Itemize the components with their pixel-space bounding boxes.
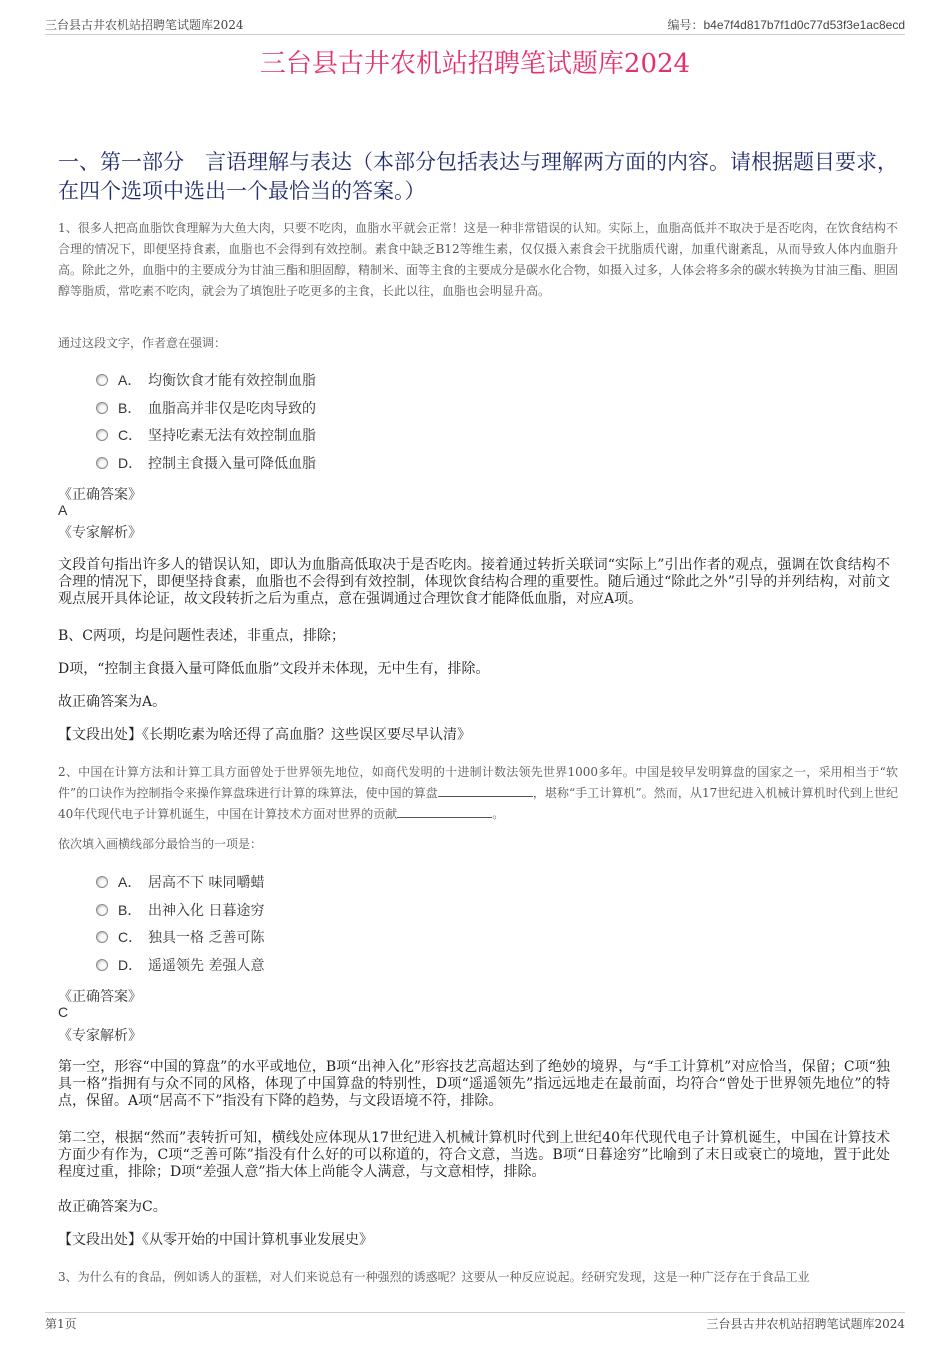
q1-analysis-paragraph: B、C两项，均是问题性表述，非重点，排除；	[58, 628, 345, 644]
footer-page-number: 第1页	[45, 1317, 77, 1331]
q2-option-letter: B．	[118, 902, 142, 918]
q1-answer-label: 《正确答案》	[58, 487, 142, 503]
q1-passage: 1、很多人把高血脂饮食理解为大鱼大肉，只要不吃肉，血脂水平就会正常！这是一种非常错误的认知。实际上，血脂高低并不取决于是否吃肉，在饮食结构不合理的情况下，即便坚持食素，血脂也不会得到有效控制。素食中缺乏B12等维生素，仅仅摄入素食会干扰脂质代谢，加重代谢紊乱，从而导致人体内血脂升高。除此之外，血脂中的主要成分为甘油三酯和胆固醇，精制米、面等主食的主要成分是碳水化合物，如摄入过多，人体会将多余的碳水转换为甘油三酯、胆固醇等脂质，常吃素不吃肉，就会为了填饱肚子吃更多的主食，长此以往，血脂也会明显升高。	[58, 221, 899, 298]
q1-option-text: 坚持吃素无法有效控制血脂	[148, 428, 316, 444]
q1-analysis-paragraph: D项，“控制主食摄入量可降低血脂”文段并未体现，无中生有，排除。	[58, 661, 490, 677]
radio-icon[interactable]	[96, 959, 108, 971]
radio-icon[interactable]	[96, 904, 108, 916]
q2-answer-label: 《正确答案》	[58, 989, 142, 1005]
q1-option-a[interactable]	[96, 370, 316, 390]
q1-option-text: 血脂高并非仅是吃肉导致的	[148, 401, 316, 417]
q2-option-d[interactable]	[96, 955, 264, 975]
q1-analysis-label: 《专家解析》	[58, 525, 142, 541]
q1-analysis-paragraph: 文段首句指出许多人的错误认知，即认为血脂高低取决于是否吃肉。接着通过转折关联词“实际上”引出作者的观点，强调在饮食结构不合理的情况下，即便坚持食素，血脂也不会得到有效控制，体现饮食结构合理的重要性。随后通过“除此之外”引导的并列结构，对前文观点展开具体论证，故文段转折之后为重点，意在强调通过合理饮食才能降低血脂，对应A项。	[58, 557, 890, 607]
q2-prompt: 依次填入画横线部分最恰当的一项是：	[58, 837, 263, 851]
radio-icon[interactable]	[96, 402, 108, 414]
radio-icon[interactable]	[96, 429, 108, 441]
q2-source: 【文段出处】《从零开始的中国计算机事业发展史》	[58, 1232, 373, 1248]
q1-option-text: 控制主食摄入量可降低血脂	[148, 456, 316, 472]
header-doc-title: 三台县古井农机站招聘笔试题库2024	[45, 18, 244, 32]
header-doc-number: 编号：b4e7f4d817b7f1d0c77d53f3e1ac8ecd	[667, 18, 905, 32]
q2-option-letter: D．	[118, 957, 143, 973]
q1-option-text: 均衡饮食才能有效控制血脂	[148, 373, 316, 389]
q2-option-letter: C．	[118, 929, 143, 945]
q1-option-c[interactable]	[96, 425, 316, 445]
q2-answer: C	[58, 1004, 69, 1020]
q2-passage-part: 2、中国在计算方法和计算工具方面曾处于世界领先地位，如商代发明的十进制计数法领先世界1000多年。中国是较早发明算盘的国家之一，采用相当于“软件”的口诀作为控制指令来操作算盘珠进行计算的珠算法，使中国的算盘	[58, 765, 898, 800]
radio-icon[interactable]	[96, 457, 108, 469]
radio-icon[interactable]	[96, 931, 108, 943]
q2-analysis-paragraph: 第一空，形容“中国的算盘”的水平或地位，B项“出神入化”形容技艺高超达到了绝妙的境界，与“手工计算机”对应恰当，保留；C项“独具一格”指拥有与众不同的风格，体现了中国算盘的特别性，D项“遥遥领先”指远远地走在最前面，均符合“曾处于世界领先地位”的特点，保留。A项“居高不下”指没有下降的趋势，与文段语境不符，排除。	[58, 1059, 890, 1109]
q2-option-text: 居高不下 味同嚼蜡	[148, 875, 265, 891]
q2-option-text: 独具一格 乏善可陈	[148, 930, 265, 946]
q1-option-b[interactable]	[96, 398, 316, 418]
q2-analysis-label: 《专家解析》	[58, 1028, 142, 1044]
q1-analysis-paragraph: 故正确答案为A。	[58, 694, 167, 710]
q2-passage-part: 。	[492, 807, 505, 821]
q1-option-letter: D．	[118, 455, 143, 471]
q2-analysis-paragraph: 故正确答案为C。	[58, 1199, 167, 1215]
q2-option-b[interactable]	[96, 900, 264, 920]
q1-option-d[interactable]	[96, 453, 316, 473]
q2-option-text: 遥遥领先 差强人意	[148, 958, 265, 974]
q1-source: 【文段出处】《长期吃素为啥还得了高血脂？这些误区要尽早认清》	[58, 727, 471, 743]
footer-doc-title: 三台县古井农机站招聘笔试题库2024	[706, 1317, 905, 1331]
q1-answer: A	[58, 502, 68, 518]
radio-icon[interactable]	[96, 374, 108, 386]
q2-option-a[interactable]	[96, 872, 264, 892]
page-footer	[45, 1312, 905, 1333]
q2-option-text: 出神入化 日暮途穷	[148, 903, 265, 919]
q2-blank-2	[397, 807, 492, 818]
q2-analysis-paragraph: 第二空，根据“然而”表转折可知，横线处应体现从17世纪进入机械计算机时代到上世纪40年代现代电子计算机诞生，中国在计算技术方面少有作为，C项“乏善可陈”指没有什么好的可以称道的，符合文意，当选。B项“日暮途穷”比喻到了末日或衰亡的境地，置于此处程度过重，排除；D项“差强人意”指大体上尚能令人满意，与文意相悖，排除。	[58, 1130, 890, 1180]
q2-blank-1	[438, 786, 533, 797]
q2-passage	[58, 762, 898, 825]
radio-icon[interactable]	[96, 876, 108, 888]
page-title: 三台县古井农机站招聘笔试题库2024	[259, 49, 691, 79]
q3-passage: 3、为什么有的食品，例如诱人的蛋糕，对人们来说总有一种强烈的诱惑呢？这要从一种反应说起。经研究发现，这是一种广泛存在于食品工业	[58, 1270, 810, 1284]
q1-prompt: 通过这段文字，作者意在强调：	[58, 336, 227, 350]
section-heading: 一、第一部分 言语理解与表达（本部分包括表达与理解两方面的内容。请根据题目要求，在四个选项中选出一个最恰当的答案。）	[58, 150, 898, 203]
q2-passage-part: ，堪称“手工计算机”。然而，从17世纪进入机械计算机时代到上世纪40年代现代电子计算机诞生，中国在计算技术方面对世界的贡献	[58, 786, 899, 821]
q1-option-letter: C．	[118, 427, 143, 443]
page-header	[45, 14, 905, 35]
q2-option-letter: A．	[118, 874, 142, 890]
q2-option-c[interactable]	[96, 927, 264, 947]
q1-option-letter: B．	[118, 400, 142, 416]
q1-option-letter: A．	[118, 372, 142, 388]
